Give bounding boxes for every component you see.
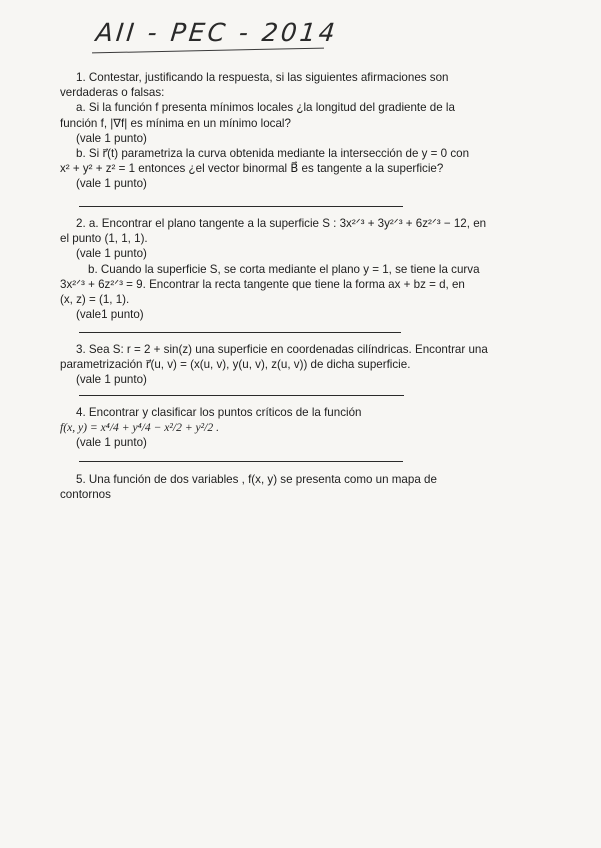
q1-line-7: x² + y² + z² = 1 entonces ¿el vector binormal B⃗ es tangente a la superficie? xyxy=(60,162,444,176)
q4-line-3: (vale 1 punto) xyxy=(76,436,147,450)
q3-line-1: 3. Sea S: r = 2 + sin(z) una superficie en coordenadas cilíndricas. Encontrar una xyxy=(76,343,488,356)
q1-line-4: función f, |∇f| es mínima en un mínimo local? xyxy=(60,116,291,130)
q4-line-1: 4. Encontrar y clasificar los puntos críticos de la función xyxy=(76,406,362,419)
q2-line-6: (x, z) = (1, 1). xyxy=(60,293,130,307)
q1-line-6: b. Si r⃗(t) parametriza la curva obtenida mediante la intersección de y = 0 con xyxy=(76,147,470,161)
separator-1 xyxy=(79,206,403,207)
q2-line-3: (vale 1 punto) xyxy=(76,247,147,261)
question-2 xyxy=(60,216,530,322)
question-4 xyxy=(60,405,530,451)
q2-line-1: 2. a. Encontrar el plano tangente a la superficie S : 3x²ᐟ³ + 3y²ᐟ³ + 6z²ᐟ³ − 12, en xyxy=(76,217,487,230)
question-5 xyxy=(60,472,530,502)
q1-line-2: verdaderas o falsas: xyxy=(60,86,165,100)
handwritten-title: AII - PEC - 2014 xyxy=(94,18,340,47)
separator-4 xyxy=(79,461,403,462)
q5-line-1: 5. Una función de dos variables , f(x, y) se presenta como un mapa de xyxy=(76,473,437,486)
q1-line-3: a. Si la función f presenta mínimos locales ¿la longitud del gradiente de la xyxy=(76,101,455,115)
title-underline xyxy=(92,48,324,54)
q1-line-1: 1. Contestar, justificando la respuesta, si las siguientes afirmaciones son xyxy=(76,71,449,84)
q2-line-2: el punto (1, 1, 1). xyxy=(60,232,148,246)
separator-2 xyxy=(79,332,401,333)
question-3 xyxy=(60,342,530,388)
q1-line-8: (vale 1 punto) xyxy=(76,177,147,191)
separator-3 xyxy=(79,395,404,396)
q2-line-7: (vale1 punto) xyxy=(76,308,144,322)
question-1 xyxy=(60,70,530,192)
q1-line-5: (vale 1 punto) xyxy=(76,131,147,145)
q2-line-5: 3x²ᐟ³ + 6z²ᐟ³ = 9. Encontrar la recta tangente que tiene la forma ax + bz = d, en xyxy=(60,277,465,291)
q3-line-3: (vale 1 punto) xyxy=(76,373,147,387)
q2-line-4: b. Cuando la superficie S, se corta mediante el plano y = 1, se tiene la curva xyxy=(88,262,480,276)
q5-line-2: contornos xyxy=(60,488,111,502)
q3-line-2: parametrización r⃗(u, v) = (x(u, v), y(u, v), z(u, v)) de dicha superficie. xyxy=(60,358,411,372)
q4-line-2: f(x, y) = x⁴/4 + y⁴/4 − x²/2 + y²/2 . xyxy=(60,421,219,435)
